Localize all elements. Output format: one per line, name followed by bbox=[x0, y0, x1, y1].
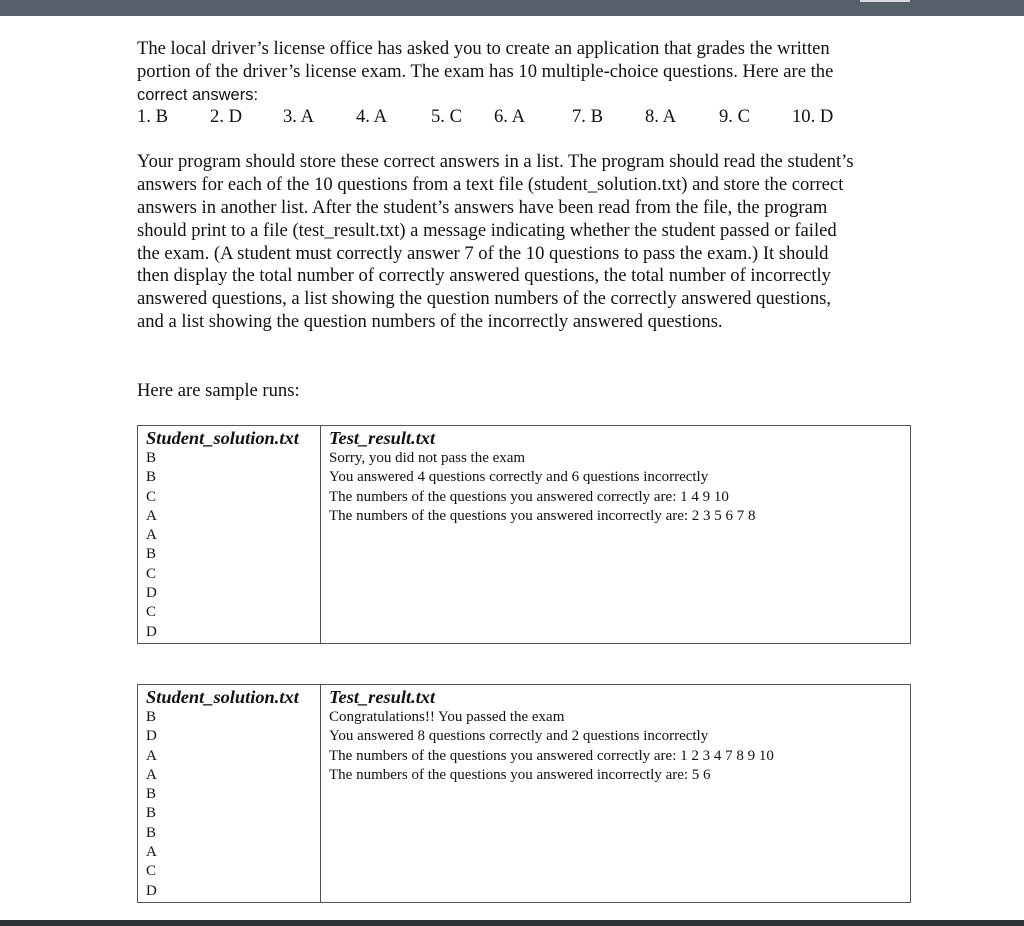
answer-item: 3. A bbox=[283, 106, 314, 128]
body-line: the exam. (A student must correctly answer 7 of the 10 questions to pass the exam.) It should bbox=[137, 242, 829, 264]
result-line: You answered 4 questions correctly and 6 questions incorrectly bbox=[329, 469, 709, 486]
sample-run-table bbox=[137, 425, 911, 644]
intro-line: correct answers: bbox=[137, 85, 259, 104]
intro-line: The local driver’s license office has asked you to create an application that grades the written bbox=[137, 38, 830, 59]
answer-line: D bbox=[146, 623, 157, 640]
answer-line: A bbox=[146, 747, 157, 764]
result-line: The numbers of the questions you answered incorrectly are: 2 3 5 6 7 8 bbox=[329, 507, 756, 524]
sample-runs-label: Here are sample runs: bbox=[137, 379, 300, 401]
correct-answers-row bbox=[137, 106, 927, 130]
result-line: Congratulations!! You passed the exam bbox=[329, 709, 565, 725]
answer-line: A bbox=[146, 527, 157, 544]
table-row bbox=[138, 426, 911, 644]
result-line: The numbers of the questions you answered correctly are: 1 2 3 4 7 8 9 10 bbox=[329, 747, 774, 764]
answer-item: 7. B bbox=[572, 106, 603, 128]
student-solution-header: Student_solution.txt bbox=[146, 687, 299, 707]
answer-line: C bbox=[146, 604, 157, 621]
student-solution-cell bbox=[138, 426, 321, 644]
result-line: You answered 8 questions correctly and 2 questions incorrectly bbox=[329, 728, 709, 745]
body-paragraph bbox=[137, 151, 927, 333]
intro-line: portion of the driver’s license exam. The exam has 10 multiple-choice questions. Here are the bbox=[137, 60, 834, 82]
window-tab-indicator bbox=[860, 0, 910, 2]
student-solution-header: Student_solution.txt bbox=[146, 428, 299, 448]
window-top-bar bbox=[0, 0, 1024, 16]
answer-item: 5. C bbox=[431, 106, 462, 128]
document-page bbox=[137, 38, 927, 402]
answer-item: 2. D bbox=[210, 106, 243, 128]
answer-line: C bbox=[146, 863, 157, 880]
answer-line: A bbox=[146, 766, 157, 783]
answer-line: D bbox=[146, 882, 157, 899]
result-line: The numbers of the questions you answered incorrectly are: 5 6 bbox=[329, 766, 711, 783]
test-result-cell bbox=[321, 685, 911, 903]
answer-line: D bbox=[146, 585, 157, 602]
body-line: should print to a file (test_result.txt) a message indicating whether the student passed or failed bbox=[137, 219, 837, 241]
answer-line: A bbox=[146, 844, 157, 861]
test-result-cell bbox=[321, 426, 911, 644]
answer-item: 1. B bbox=[137, 106, 168, 128]
answer-line: B bbox=[146, 786, 157, 803]
answer-line: A bbox=[146, 507, 157, 524]
answer-item: 10. D bbox=[792, 106, 834, 128]
body-line: and a list showing the question numbers of the incorrectly answered questions. bbox=[137, 310, 723, 332]
answer-line: B bbox=[146, 709, 157, 725]
answer-line: B bbox=[146, 469, 157, 486]
answer-line: C bbox=[146, 488, 157, 505]
answer-line: C bbox=[146, 565, 157, 582]
answer-item: 9. C bbox=[719, 106, 750, 128]
table-row bbox=[138, 685, 911, 903]
window-bottom-bar bbox=[0, 920, 1024, 926]
answer-line: B bbox=[146, 546, 157, 563]
answer-line: B bbox=[146, 824, 157, 841]
student-solution-cell bbox=[138, 685, 321, 903]
body-line: answered questions, a list showing the question numbers of the correctly answered questions, bbox=[137, 288, 832, 310]
answer-line: D bbox=[146, 728, 157, 745]
body-line: then display the total number of correctly answered questions, the total number of incorrectly bbox=[137, 265, 831, 287]
intro-paragraph bbox=[137, 38, 927, 106]
answer-item: 6. A bbox=[494, 106, 525, 128]
answer-item: 4. A bbox=[356, 106, 387, 128]
result-line: Sorry, you did not pass the exam bbox=[329, 450, 526, 466]
body-line: answers in another list. After the student’s answers have been read from the file, the program bbox=[137, 196, 828, 218]
body-line: answers for each of the 10 questions from a text file (student_solution.txt) and store the correct bbox=[137, 174, 844, 196]
sample-run-table bbox=[137, 684, 911, 903]
result-line: The numbers of the questions you answered correctly are: 1 4 9 10 bbox=[329, 488, 729, 505]
body-line: Your program should store these correct answers in a list. The program should read the student’s bbox=[137, 151, 854, 173]
answer-line: B bbox=[146, 805, 157, 822]
answer-line: B bbox=[146, 450, 157, 466]
test-result-header: Test_result.txt bbox=[329, 428, 436, 448]
test-result-header: Test_result.txt bbox=[329, 687, 436, 707]
answer-item: 8. A bbox=[645, 106, 676, 128]
